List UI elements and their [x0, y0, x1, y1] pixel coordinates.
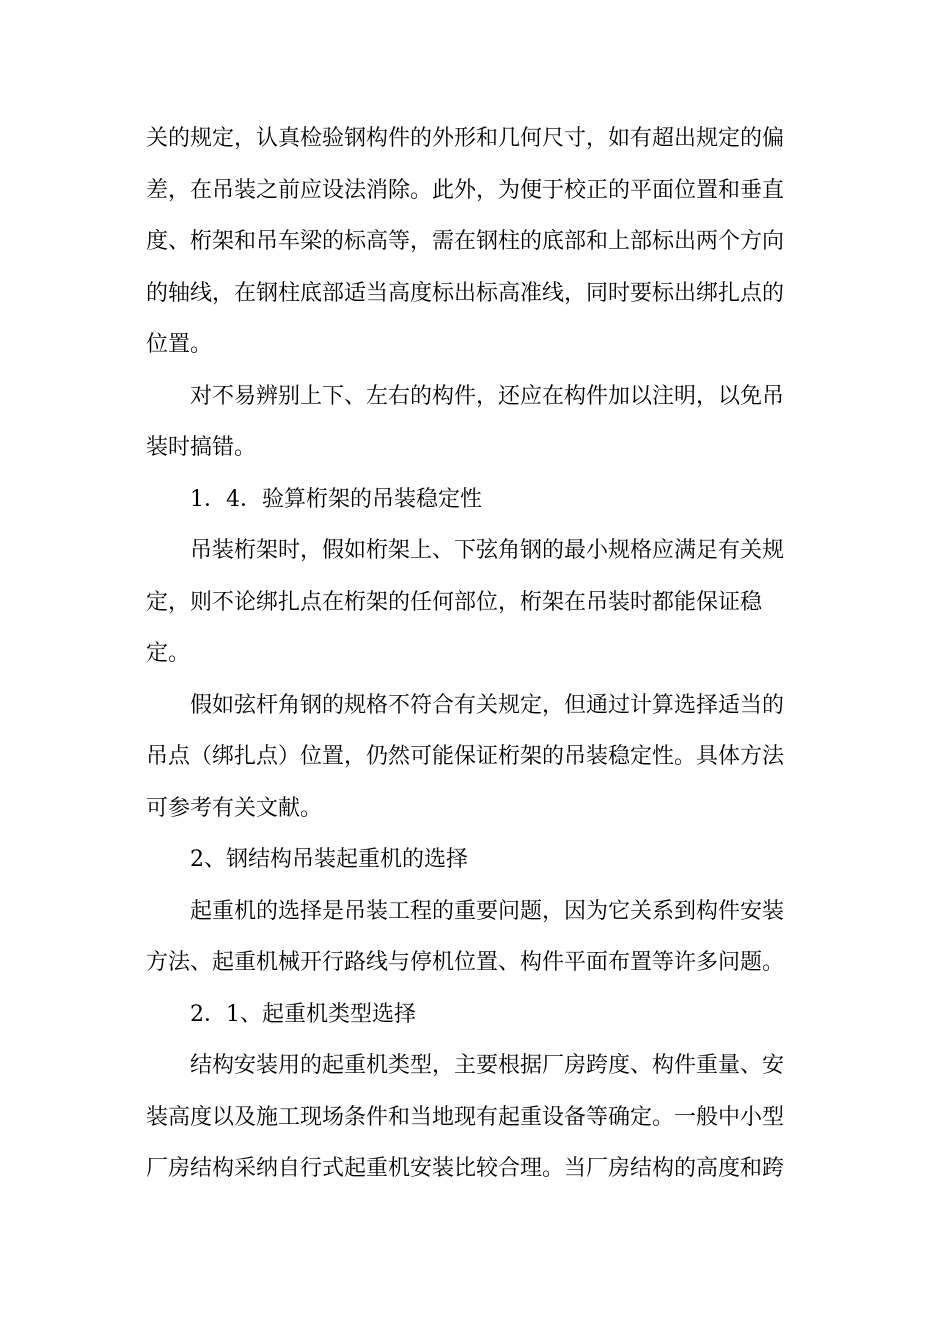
paragraph-line: 假如弦杆角钢的规格不符合有关规定，但通过计算选择适当的	[190, 692, 785, 718]
paragraph-line: 装时搞错。	[146, 435, 257, 460]
paragraph-line: 差，在吊装之前应设法消除。此外，为便于校正的平面位置和垂直	[146, 177, 785, 203]
paragraph-line: 方法、起重机械开行路线与停机位置、构件平面布置等许多问题。	[146, 950, 785, 975]
paragraph-line: 结构安装用的起重机类型，主要根据厂房跨度、构件重量、安	[190, 1053, 785, 1078]
paragraph-line: 可参考有关文献。	[146, 795, 323, 821]
paragraph-line: 吊点（绑扎点）位置，仍然可能保证桁架的吊装稳定性。具体方法	[146, 744, 785, 769]
section-heading: 2、钢结构吊装起重机的选择	[190, 847, 468, 872]
section-heading: 1．4．验算桁架的吊装稳定性	[190, 486, 482, 512]
paragraph-line: 起重机的选择是吊装工程的重要问题，因为它关系到构件安装	[190, 898, 785, 924]
paragraph-line: 关的规定，认真检验钢构件的外形和几何尺寸，如有超出规定的偏	[146, 126, 785, 151]
paragraph-line: 厂房结构采纳自行式起重机安装比较合理。当厂房结构的高度和跨	[146, 1156, 785, 1181]
paragraph-line: 对不易辨别上下、左右的构件，还应在构件加以注明，以免吊	[190, 383, 785, 409]
paragraph-line: 位置。	[146, 332, 213, 357]
paragraph-line: 定，则不论绑扎点在桁架的任何部位，桁架在吊装时都能保证稳	[146, 589, 763, 615]
paragraph-line: 度、桁架和吊车梁的标高等，需在钢柱的底部和上部标出两个方向	[146, 229, 785, 254]
paragraph-line: 装高度以及施工现场条件和当地现有起重设备等确定。一般中小型	[146, 1104, 785, 1130]
paragraph-line: 定。	[146, 641, 191, 666]
section-heading: 2．1、起重机类型选择	[190, 1001, 416, 1027]
paragraph-line: 的轴线，在钢柱底部适当高度标出标高准线，同时要标出绑扎点的	[146, 280, 785, 306]
document-body	[146, 113, 806, 1195]
paragraph-line: 吊装桁架时，假如桁架上、下弦角钢的最小规格应满足有关规	[190, 538, 785, 563]
